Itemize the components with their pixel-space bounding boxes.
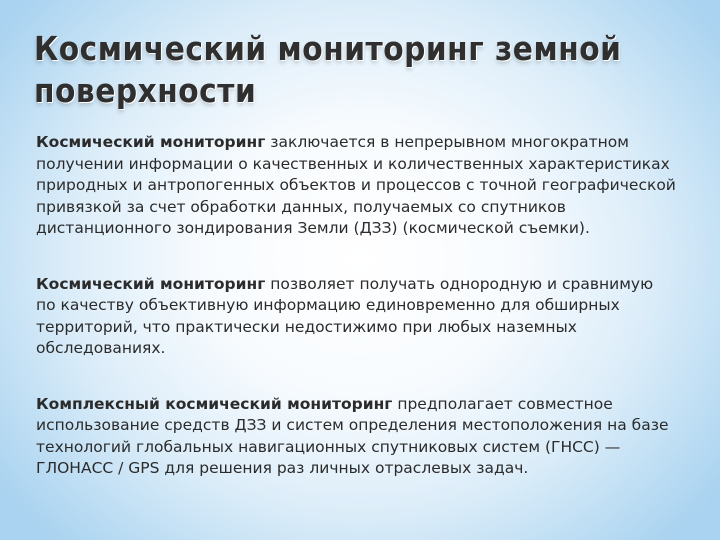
paragraph-advantages [36,274,676,360]
paragraph-text: заключается в непрерывном многократном получении информации о качественных и количественных характеристиках природных и антропогенных объектов и процессов с точной географической привязкой за счет обработки данных, получаемых со спутников дистанционного зондирования Земли (ДЗЗ) (космической съемки). [36,133,676,237]
paragraph-definition [36,132,676,240]
paragraph-text: предполагает совместное использование средств ДЗЗ и систем определения местоположения на базе технологий глобальных навигационных спутниковых систем (ГНСС) — ГЛОНАСС / GPS для решения раз личных отраслевых задач. [36,394,669,477]
paragraph-lead: Комплексный космический мониторинг [36,394,393,413]
paragraph-text: позволяет получать однородную и сравнимую по качеству объективную информацию единовременно для обширных территорий, что практически недостижимо при любых наземных обследованиях. [36,274,654,357]
paragraph-lead: Космический мониторинг [36,274,266,293]
paragraph-lead: Космический мониторинг [36,133,266,151]
paragraph-complex-monitoring [36,394,676,480]
slide-body [36,132,676,480]
slide-title: Космический мониторинг земной поверхности [34,29,622,110]
